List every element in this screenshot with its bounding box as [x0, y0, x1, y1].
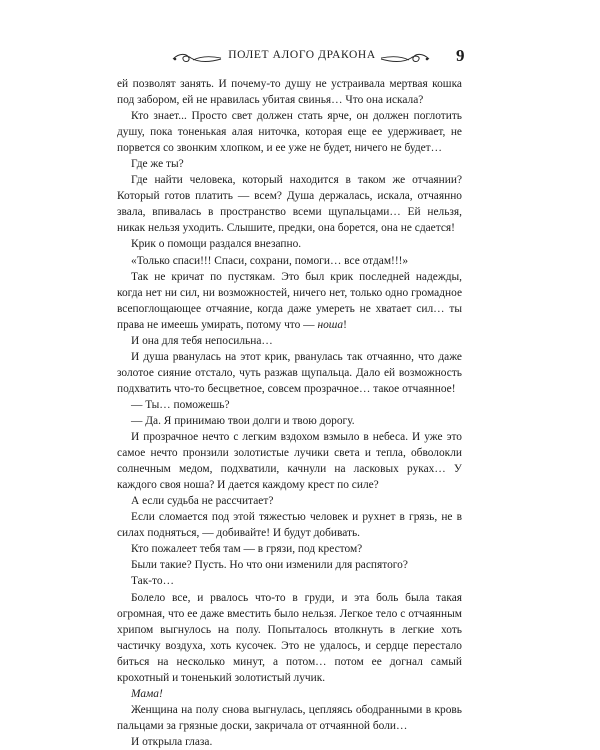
- paragraph: — Да. Я принимаю твои долги и твою дорогу.: [131, 414, 355, 427]
- paragraph: Болело все, и рвалось что-то в груди, и эта боль была такая огромная, что ее даже вместить было нельзя. Легкое тело с отчаянным хрипом выгнулось на полу. Попыталось втолкнуть в легкие хоть частичку воздуха, хоть кусочек. Это не удалось, и сердце перестало биться на несколько минут, а потом… потом ее догнал самый крохотный и тоненький золотистый лучик.: [117, 591, 462, 684]
- paragraph: И она для тебя непосильна…: [131, 334, 273, 347]
- paragraph: И открыла глаза.: [131, 735, 213, 748]
- running-title: ПОЛЕТ АЛОГО ДРАКОНА: [228, 49, 376, 61]
- emphasis-trailing-punctuation: !: [343, 318, 347, 331]
- paragraph: И душа рванулась на этот крик, рванулась так отчаянно, что даже золотое сияние отстало, чуть разжав щупальца. Дало ей возможность подхватить что-то бесцветное, совсем прозрачное… такое отчаянное!: [117, 350, 462, 395]
- paragraph-text: Так не кричат по пустякам. Это был крик последней надежды, когда нет ни сил, ни возможностей, ничего нет, только одно громадное всепоглощающее отчаяние, когда даже умереть не хватает сил… ты права не имеешь умирать, потому что —: [117, 270, 462, 331]
- emphasized-word: ноша: [317, 318, 344, 331]
- paragraph: А если судьба не рассчитает?: [131, 495, 274, 508]
- paragraph: Кто знает... Просто свет должен стать ярче, он должен поглотить душу, пока тоненькая алая ниточка, которая еще ее удерживает, не порвется со звонким хлопком, и ее уже не будет, ничего не будет…: [117, 110, 462, 155]
- paragraph: Женщина на полу снова выгнулась, цепляясь ободранными в кровь пальцами за грязные доски, закричала от отчаянной боли…: [117, 703, 462, 732]
- body-text: [117, 76, 462, 750]
- paragraph: Где найти человека, который находится в таком же отчаянии? Который готов платить — всем? Душа держалась, искала, отчаянно звала, впивалась в пространство всеми щупальцами… Ей нельзя, никак нельзя уходить. Слышите, предки, она борется, она не сдается!: [117, 174, 462, 235]
- right-flourish-ornament-icon: [379, 52, 431, 66]
- paragraph-with-emphasis: [117, 269, 462, 333]
- italic-exclamation: Мама!: [131, 687, 163, 700]
- paragraph: — Ты… поможешь?: [131, 398, 230, 411]
- left-flourish-ornament-icon: [171, 52, 223, 66]
- paragraph: Так-то…: [131, 575, 174, 588]
- paragraph: ей позволят занять. И почему-то душу не устраивала мертвая кошка под забором, ей не нравилась убитая свинья… Что она искала?: [117, 78, 462, 107]
- paragraph: Крик о помощи раздался внезапно.: [131, 238, 302, 251]
- paragraph: Кто пожалеет тебя там — в грязи, под крестом?: [131, 543, 363, 556]
- paragraph: И прозрачное нечто с легким вздохом взмыло в небеса. И уже это самое нечто пронзили золотистые лучики света и тепла, обволокли солнечным медом, подхватили, качнули на ласковых руках… У каждого своя ноша? И дается каждому крест по силе?: [117, 431, 462, 492]
- paragraph: Были такие? Пусть. Но что они изменили для распятого?: [131, 559, 408, 572]
- paragraph: Где же ты?: [131, 158, 184, 171]
- paragraph-italic: [117, 686, 462, 702]
- page-number: 9: [456, 46, 465, 65]
- running-header: [117, 44, 497, 70]
- paragraph: Если сломается под этой тяжестью человек и рухнет в грязь, не в силах подняться, — добивайте! И будут добивать.: [117, 511, 462, 540]
- paragraph: «Только спаси!!! Спаси, сохрани, помоги… все отдам!!!»: [131, 254, 409, 267]
